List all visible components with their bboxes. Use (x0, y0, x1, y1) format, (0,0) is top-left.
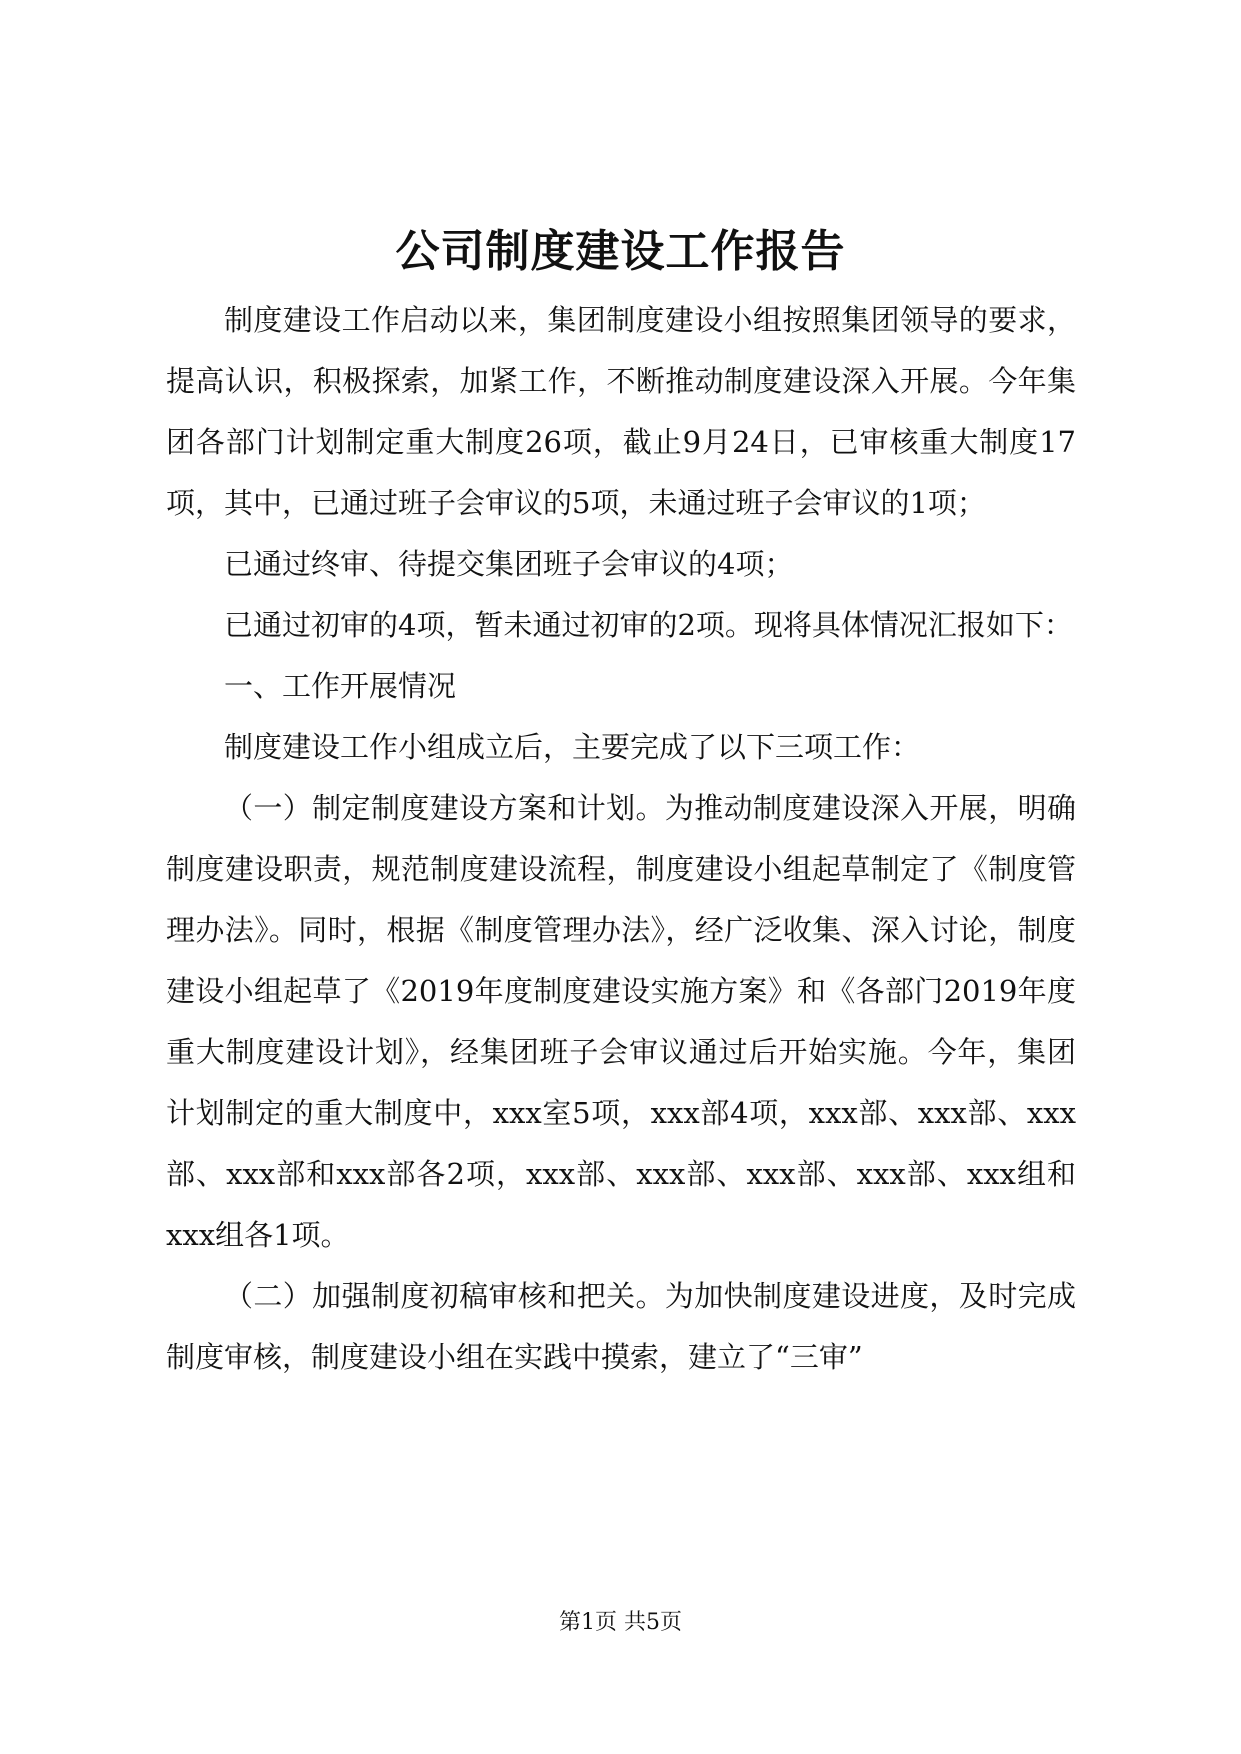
paragraph: 已通过初审的4项，暂未通过初审的2项。现将具体情况汇报如下： (224, 608, 1073, 642)
page-title: 公司制度建设工作报告 (395, 226, 846, 277)
paragraph: 制度建设工作小组成立后，主要完成了以下三项工作： (224, 730, 921, 764)
paragraph: 制度建设工作启动以来，集团制度建设小组按照集团领导的要求，提高认识，积极探索，加紧工作，不断推动制度建设深入开展。今年集团各部门计划制定重大制度26项，截止9月24日，已审核重大制度17项，其中，已通过班子会审议的5项，未通过班子会审议的1项； (166, 303, 1076, 520)
paragraph: 已通过终审、待提交集团班子会审议的4项； (224, 547, 794, 581)
section-heading: 一、工作开展情况 (224, 669, 457, 703)
paragraph: （一）制定制度建设方案和计划。为推动制度建设深入开展，明确制度建设职责，规范制度建设流程，制度建设小组起草制定了《制度管理办法》。同时，根据《制度管理办法》，经广泛收集、深入讨论，制度建设小组起草了《2019年度制度建设实施方案》和《各部门2019年度重大制度建设计划》，经集团班子会审议通过后开始实施。今年，集团计划制定的重大制度中，xxx室5项，xxx部4项，xxx部、xxx部、xxx部、xxx部和xxx部各2项，xxx部、xxx部、xxx部、xxx部、xxx组和xxx组各1项。 (166, 791, 1076, 1252)
page-footer: 第1页 共5页 (559, 1610, 682, 1635)
paragraph: （二）加强制度初稿审核和把关。为加快制度建设进度，及时完成制度审核，制度建设小组在实践中摸索，建立了“三审” (166, 1279, 1076, 1374)
document-body (166, 290, 1076, 1388)
